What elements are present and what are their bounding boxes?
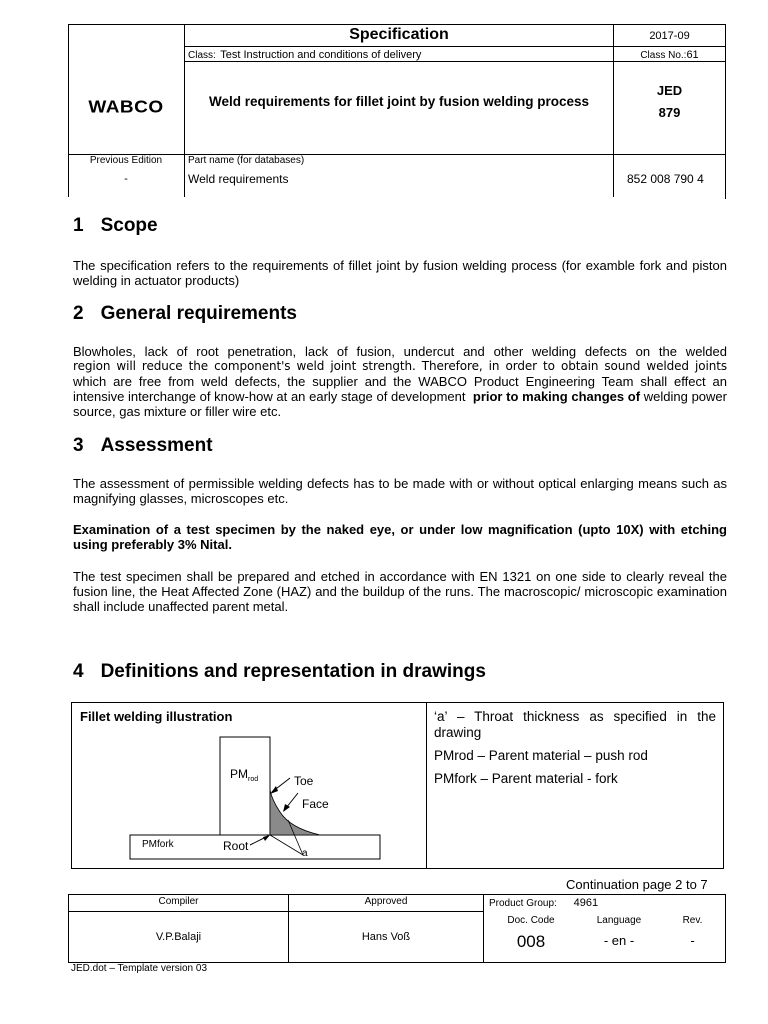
logo-text: WABCO — [88, 98, 164, 117]
doc-title: Weld requirements for fillet joint by fusion welding process — [208, 94, 590, 109]
face-label: Face — [302, 797, 329, 811]
definitions-list — [434, 709, 716, 787]
rev-value: - — [690, 933, 695, 948]
scope-text: The specification refers to the requirements of fillet joint by fusion welding process (for examble fork and piston welding in actuator products) — [73, 258, 727, 288]
doc-id — [614, 80, 725, 124]
section-number: 4 — [73, 661, 84, 682]
doc-id-line2: 879 — [658, 105, 681, 120]
section-number: 2 — [73, 303, 84, 324]
throat-a-label: a — [302, 848, 308, 859]
general-line-1: Blowholes, lack of root penetration, lack of fusion, undercut and other welding defects on the welded — [73, 344, 727, 359]
pmfork-label: PMfork — [142, 839, 174, 850]
general-rest-text: which are free from weld defects, the supplier and the WABCO Product Engineering Team shall effect an intensive interchange of know-how at an early stage of development — [73, 374, 727, 404]
def-pmrod: PMrod – Parent material – push rod — [434, 748, 648, 763]
illustration-title: Fillet welding illustration — [80, 709, 233, 724]
general-bold-text: prior to making changes of — [472, 389, 641, 404]
wabco-logo — [68, 62, 184, 154]
continuation-note: Continuation page 2 to 7 — [566, 877, 708, 892]
previous-edition-value: - — [124, 173, 128, 185]
compiler-label: Compiler — [158, 896, 199, 907]
pmrod-label: $PM_{rod}$ — [230, 767, 259, 783]
section-title: General requirements — [100, 303, 297, 324]
assessment-text-2: The test specimen shall be prepared and etched in accordance with EN 1321 on one side to clearly reveal the fusion line, the Heat Affected Zone (HAZ) and the buildup of the runs. The macroscopic/ microscopic examination shall include unaffected parent metal. — [73, 569, 727, 614]
doc-type: Specification — [349, 26, 449, 43]
section-number: 3 — [73, 435, 84, 456]
section-number: 1 — [73, 215, 84, 236]
root-label: Root — [223, 839, 249, 853]
def-pmfork: PMfork – Parent material - fork — [434, 771, 618, 786]
section-2-heading — [73, 303, 297, 325]
approved-value: Hans Voß — [361, 931, 411, 943]
language-value: - en - — [603, 933, 635, 948]
class-row — [188, 47, 612, 61]
class-no — [614, 47, 725, 61]
push-rod-shape — [220, 737, 270, 835]
product-group-value: 4961 — [573, 897, 599, 909]
section-3-heading — [73, 435, 213, 457]
def-throat: ‘a’ – Throat thickness as specified in the drawing — [434, 709, 716, 740]
general-rest — [73, 374, 727, 419]
compiler-value: V.P.Balaji — [155, 931, 202, 943]
section-title: Assessment — [100, 435, 213, 456]
class-no-label: Class No.: — [640, 50, 687, 61]
general-text — [73, 344, 727, 419]
part-number: 852 008 790 4 — [627, 172, 704, 186]
class-value: Test Instruction and conditions of delivery — [220, 49, 422, 61]
approved-label: Approved — [364, 896, 408, 907]
rev-label: Rev. — [682, 915, 703, 926]
doc-id-line1: JED — [656, 83, 683, 98]
general-line-2: region will reduce the component's weld joint strength. Therefore, in order to obtain sound welded joints — [73, 359, 727, 373]
part-name-label: Part name (for databases) — [188, 155, 305, 166]
doc-code-label: Doc. Code — [507, 915, 555, 926]
assessment-text-1: The assessment of permissible welding defects has to be made with or without optical enlarging means such as magnifying glasses, microscopes etc. — [73, 476, 727, 506]
class-no-value: 61 — [686, 49, 699, 61]
product-group — [489, 897, 725, 909]
section-title: Definitions and representation in drawings — [100, 661, 486, 682]
toe-label: Toe — [294, 774, 314, 788]
part-name-value: Weld requirements — [188, 172, 289, 186]
fillet-weld-illustration — [120, 730, 390, 865]
doc-code-value: 008 — [516, 932, 546, 951]
product-group-label: Product Group: — [489, 898, 557, 909]
section-1-heading — [73, 215, 158, 237]
doc-date: 2017-09 — [649, 30, 690, 42]
general-end-text: welding power source, gas mixture or filler wire etc. — [73, 389, 727, 419]
language-label: Language — [596, 915, 642, 926]
class-label: Class: — [188, 50, 216, 61]
section-title: Scope — [100, 215, 158, 236]
template-note: JED.dot – Template version 03 — [71, 963, 208, 974]
previous-edition-label: Previous Edition — [89, 155, 163, 166]
section-4-heading — [73, 661, 486, 683]
assessment-bold-text: Examination of a test specimen by the naked eye, or under low magnification (upto 10X) with etching using preferably 3% Nital. — [73, 522, 727, 552]
